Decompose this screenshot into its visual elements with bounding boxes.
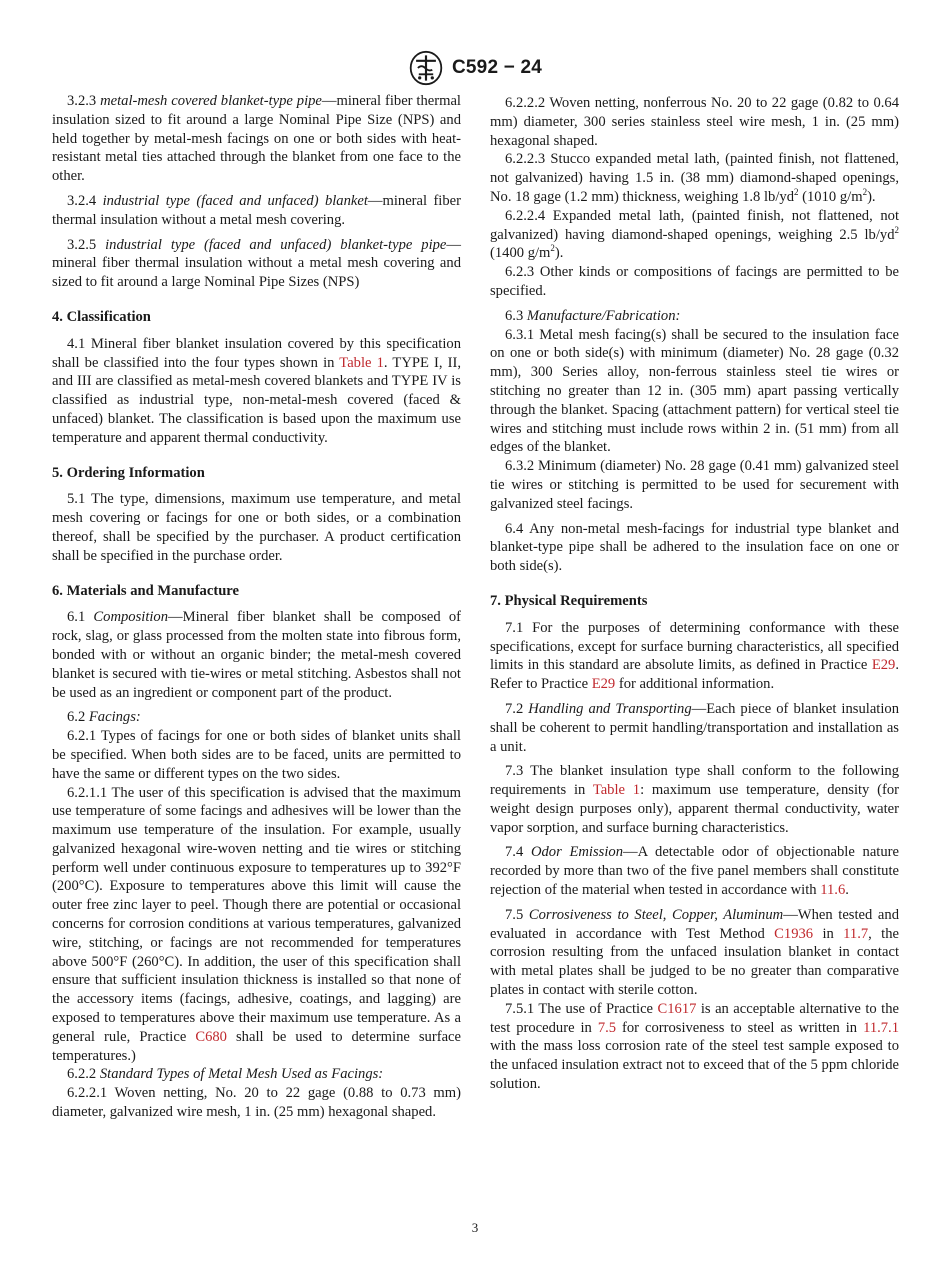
c1617-link[interactable]: C1617 [657,1000,697,1017]
c1936-link[interactable]: C1936 [774,925,814,942]
page-number: 3 [471,1220,479,1235]
section-6-2-2-3: 6.2.2.3 Stucco expanded metal lath, (painted finish, not flattened, not galvanized) having 1.5 in. (38 mm) diamond-shaped openings, No. 18 gage (1.2 mm) thickness, weighing 1.8 $lb/yd^2$ (1010 $g/m^2$). [490,151,899,205]
heading-ordering-information: 5. Ordering Information [52,464,205,481]
astm-logo-icon [408,50,444,86]
section-11-7-link[interactable]: 11.7 [843,925,869,942]
section-7-4: 7.4 Odor Emission—A detectable odor of objectionable nature recorded by more than two of the five panel members shall constitute rejection of the material when tested in accordance with 11.6. [490,844,899,899]
right-column [490,94,899,1094]
section-6-2-2-4: 6.2.2.4 Expanded metal lath, (painted finish, not flattened, not galvanized) having diamond-shaped openings, weighing 2.5 $lb/yd^2$ (1400 $g/m^2$). [490,207,899,262]
table-1-link[interactable]: Table 1 [592,782,641,799]
section-6-2-2: 6.2.2 Standard Types of Metal Mesh Used as Facings: [67,1066,384,1083]
section-6-4: 6.4 Any non-metal mesh-facings for industrial type blanket and blanket-type pipe shall be adhered to the insulation face on one or both side(s). [490,520,899,575]
section-6-3-1: 6.3.1 Metal mesh facing(s) shall be secured to the insulation face on one or both side(s) with minimum (diameter) No. 28 gage (0.32 mm), 300 Series alloy, non-ferrous stainless steel tie wires or stitching no greater than 12 in. (305 mm) apart passing vertically through the blanket. Spacing (attachment pattern) for vertical steel tie wires and stitching must include rows within 2 in. (51 mm) from all edges of the blanket. [490,326,899,456]
heading-classification: 4. Classification [52,308,151,325]
section-3-2-5: 3.2.5 industrial type (faced and unfaced) blanket-type pipe—mineral fiber thermal insulation without a metal mesh covering and sized to fit around a large Nominal Pipe Sizes (NPS) [52,236,461,291]
section-5-1: 5.1 The type, dimensions, maximum use temperature, and metal mesh covering or facings for one or both sides, or a combination thereof, shall be specified by the purchaser. A product certification shall be specified in the purchase order. [52,491,461,564]
section-6-2: 6.2 Facings: [67,709,141,726]
section-6-3-2: 6.3.2 Minimum (diameter) No. 28 gage (0.41 mm) galvanized steel tie wires or stitching is permitted to be used for securement with galvanized steel facings. [490,458,899,512]
section-7-5-1: 7.5.1 The use of Practice C1617 is an acceptable alternative to the test procedure in 7.5 for corrosiveness to steel as written in 11.7.1 with the mass loss corrosion rate of the steel test sample exposed to the unfaced insulation extract not to exceed that of the 5 ppm chloride solution. [490,1000,900,1093]
section-7-1: 7.1 For the purposes of determining conformance with these specifications, except for surface burning characteristics, all specified limits in this standard are absolute limits, as defined in Practice E29. Refer to Practice E29 for additional information. [490,619,899,693]
section-7-5: 7.5 Corrosiveness to Steel, Copper, Aluminum—When tested and evaluated in accordance with Test Method C1936 in 11.7, the corrosion resulting from the unfaced insulation blanket in contact with metal plates shall be judged to be no greater than comparative plates in contact with sterile cotton. [490,906,899,999]
page-header [0,50,950,86]
e29-link[interactable]: E29 [591,676,616,693]
section-6-2-2-2: 6.2.2.2 Woven netting, nonferrous No. 20 to 22 gage (0.82 to 0.64 mm) diameter, 300 series stainless steel wire mesh, 1 in. (25 mm) hexagonal shaped. [490,95,899,149]
section-7-3: 7.3 The blanket insulation type shall conform to the following requirements in Table 1: maximum use temperature, density (for weight design purposes only), apparent thermal conductivity, water vapor sorption, and surface burning characteristics. [490,763,899,836]
document-id: C592 − 24 [451,57,542,78]
section-7-2: 7.2 Handling and Transporting—Each piece of blanket insulation shall be coherent to permit handling/transportation and installation as a unit. [490,700,899,755]
section-11-6-link[interactable]: 11.6 [820,882,846,899]
section-6-2-1: 6.2.1 Types of facings for one or both sides of blanket units shall be specified. When both sides are to be faced, units are permitted to have the same or different types on the two sides. [52,728,461,782]
heading-materials: 6. Materials and Manufacture [52,582,239,599]
section-7-5-link[interactable]: 7.5 [597,1019,617,1036]
e29-link[interactable]: E29 [871,657,896,674]
section-6-2-1-1: 6.2.1.1 The user of this specification is advised that the maximum use temperature of some facings and adhesives will be lower than the maximum use temperature of the insulation. For example, usually galvanized hexagonal wire-woven netting and tie wires or stitching perform well under continuous exposure to temperatures up to 392°F (200°C). Exposure to temperatures above this limit will cause the outer free zinc layer to peel. Though there are potential or occasional concerns for corrosion conditions at various temperatures, galvanized wire, stitching, or facings are not recommended for temperatures above 500°F (260°C). In addition, the user of this specification shall ensure that sufficient insulation thickness is installed so that none of the accessory items (facings, adhesive, coatings, and lagging) are exposed to temperatures above their maximum use temperature. As a general rule, Practice C680 shall be used to determine surface temperatures.) [52,784,462,1064]
section-11-7-1-link[interactable]: 11.7.1 [863,1019,900,1036]
section-3-2-4: 3.2.4 industrial type (faced and unfaced) blanket—mineral fiber thermal insulation without a metal mesh covering. [52,192,461,228]
section-4-1: 4.1 Mineral fiber blanket insulation covered by this specification shall be classified into the four types shown in Table 1. TYPE I, II, and III are classified as metal-mesh covered blankets and TYPE IV is classified as industrial type, non-metal-mesh covered (faced & unfaced) blanket. The classification is based upon the maximum use temperature and apparent thermal conductivity. [52,335,461,446]
left-column [52,92,461,1122]
section-6-3: 6.3 Manufacture/Fabrication: [505,307,681,324]
section-3-2-3: 3.2.3 metal-mesh covered blanket-type pipe—mineral fiber thermal insulation sized to fit around a large Nominal Pipe Size (NPS) and held together by metal-mesh facings on one or both sides with heat-resistant metal ties attached through the blanket from one face to the other. [52,93,461,185]
table-1-link[interactable]: Table 1 [339,354,384,371]
section-6-1: 6.1 Composition—Mineral fiber blanket shall be composed of rock, slag, or glass processed from the molten state into fibrous form, bonded with or without an organic binder; the metal-mesh covered blanket is secured with tie-wires or metal stitching. Asbestos shall not be used as an ingredient or component part of the product. [52,609,462,701]
c680-link[interactable]: C680 [195,1028,227,1045]
heading-physical-requirements: 7. Physical Requirements [490,592,648,609]
section-6-2-2-1: 6.2.2.1 Woven netting, No. 20 to 22 gage (0.88 to 0.73 mm) diameter, galvanized wire mesh, 1 in. (25 mm) hexagonal shaped. [52,1085,461,1121]
section-6-2-3: 6.2.3 Other kinds or compositions of facings are permitted to be specified. [490,264,899,299]
